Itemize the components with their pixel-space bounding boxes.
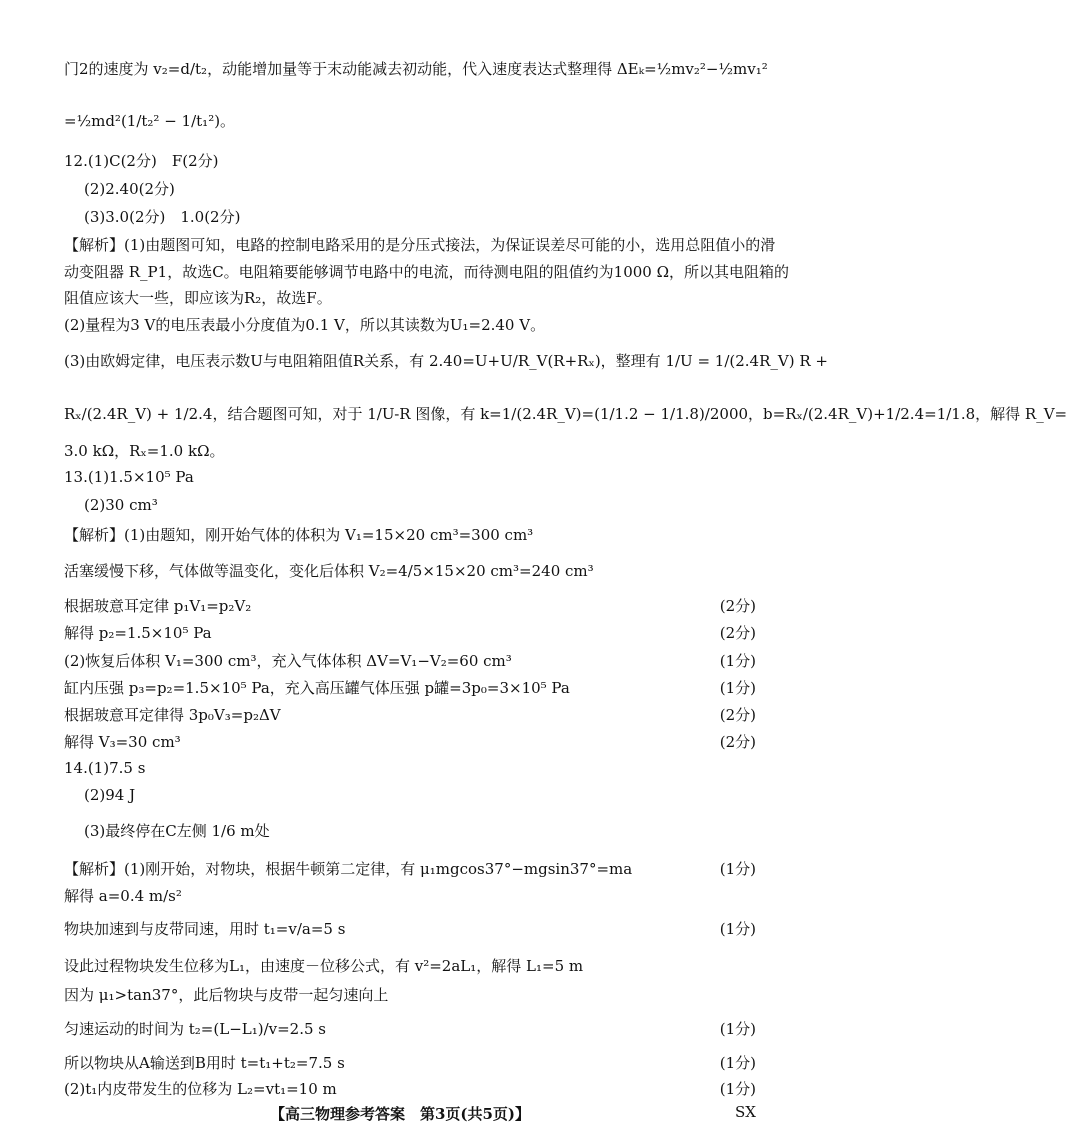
line-20: 缸内压强 p₃=p₂=1.5×10⁵ Pa，充入高压罐气体压强 p罐=3p₀=3×10⁵ Pa (1分) <box>64 679 756 697</box>
line-33: (2)t₁内皮带发生的位移为 L₂=vt₁=10 m (1分) <box>64 1080 756 1098</box>
line-17: 根据玻意耳定律 p₁V₁=p₂V₂ (2分) <box>64 597 756 615</box>
line-3: 12.(1)C(2分) F(2分) <box>64 152 219 170</box>
line-30: 因为 μ₁>tan37°，此后物块与皮带一起匀速向上 <box>64 986 389 1004</box>
line-18: 解得 p₂=1.5×10⁵ Pa (2分) <box>64 624 756 642</box>
line-24: (2)94 J <box>84 786 136 804</box>
line-31: 匀速运动的时间为 t₂=(L−L₁)/v=2.5 s (1分) <box>64 1020 756 1038</box>
line-23: 14.(1)7.5 s <box>64 759 146 777</box>
line-13: 13.(1)1.5×10⁵ Pa <box>64 468 194 486</box>
line-1: 门2的速度为 v₂=d/t₂，动能增加量等于末动能减去初动能，代入速度表达式整理得 ΔEₖ=½mv₂²−½mv₁² <box>64 60 768 78</box>
line-8: 阻值应该大一些，即应该为R₂，故选F。 <box>64 289 332 307</box>
subject-tag: SX <box>735 1103 756 1121</box>
line-16: 活塞缓慢下移，气体做等温变化，变化后体积 V₂=4/5×15×20 cm³=240 cm³ <box>64 562 594 580</box>
line-7: 动变阻器 R_P1，故选C。电阻箱要能够调节电路中的电流，而待测电阻的阻值约为1000 Ω，所以其电阻箱的 <box>64 263 790 281</box>
line-6: 【解析】(1)由题图可知，电路的控制电路采用的是分压式接法，为保证误差尽可能的小，选用总阻值小的滑 <box>64 236 776 254</box>
page-footer: 【高三物理参考答案 第3页(共5页)】 <box>269 1105 531 1123</box>
line-9: (2)量程为3 V的电压表最小分度值为0.1 V，所以其读数为U₁=2.40 V。 <box>64 316 546 334</box>
line-27: 解得 a=0.4 m/s² <box>64 887 182 905</box>
line-14: (2)30 cm³ <box>84 496 158 514</box>
line-4: (2)2.40(2分) <box>84 180 175 198</box>
line-26: 【解析】(1)刚开始，对物块，根据牛顿第二定律，有 μ₁mgcos37°−mgsin37°=ma (1分) <box>64 860 756 878</box>
line-12: 3.0 kΩ，Rₓ=1.0 kΩ。 <box>64 442 225 460</box>
line-32: 所以物块从A输送到B用时 t=t₁+t₂=7.5 s (1分) <box>64 1054 756 1072</box>
line-29: 设此过程物块发生位移为L₁，由速度－位移公式，有 v²=2aL₁，解得 L₁=5 m <box>64 957 584 975</box>
line-2: =½md²(1/t₂² − 1/t₁²)。 <box>64 112 236 130</box>
line-22: 解得 V₃=30 cm³ (2分) <box>64 733 756 751</box>
line-21: 根据玻意耳定律得 3p₀V₃=p₂ΔV (2分) <box>64 706 756 724</box>
line-10: (3)由欧姆定律，电压表示数U与电阻箱阻值R关系，有 2.40=U+U/R_V(R+Rₓ)，整理有 1/U = 1/(2.4R_V) R + <box>64 352 828 370</box>
line-28: 物块加速到与皮带同速，用时 t₁=v/a=5 s (1分) <box>64 920 756 938</box>
line-11: Rₓ/(2.4R_V) + 1/2.4，结合题图可知，对于 1/U-R 图像，有 k=1/(2.4R_V)=(1/1.2 − 1/1.8)/2000，b=Rₓ/(2.4R_V)+1/2.4=1/1.8，解得 R_V= <box>64 405 1067 423</box>
line-5: (3)3.0(2分) 1.0(2分) <box>84 208 241 226</box>
line-19: (2)恢复后体积 V₁=300 cm³，充入气体体积 ΔV=V₁−V₂=60 cm³ (1分) <box>64 652 756 670</box>
line-25: (3)最终停在C左侧 1/6 m处 <box>84 822 270 840</box>
line-15: 【解析】(1)由题知，刚开始气体的体积为 V₁=15×20 cm³=300 cm³ <box>64 526 534 544</box>
